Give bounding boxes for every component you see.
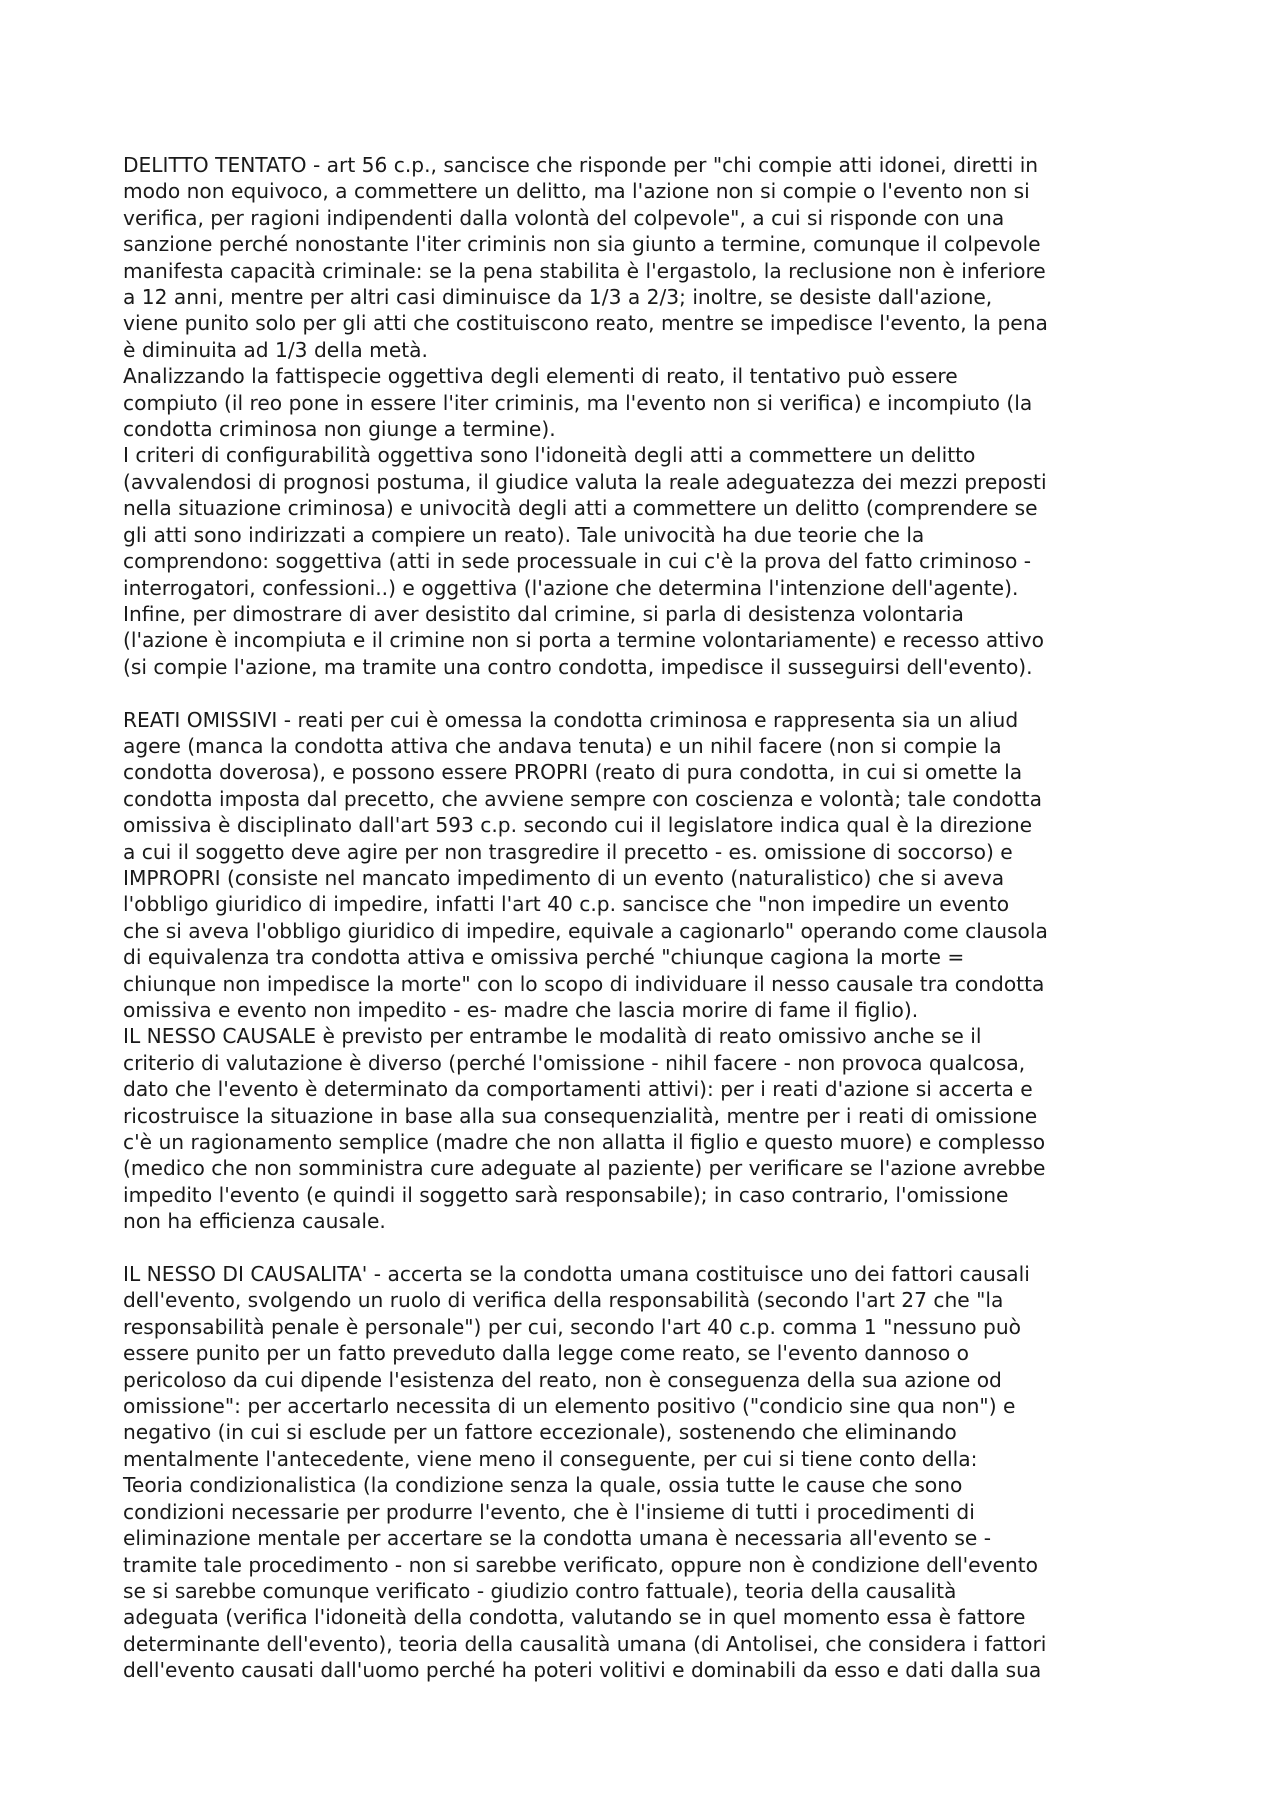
text-line: condotta criminosa non giunge a termine). (123, 417, 556, 442)
text-line: non ha efficienza causale. (123, 1209, 386, 1234)
text-line: a cui il soggetto deve agire per non trasgredire il precetto - es. omissione di soccorso) e (123, 839, 1013, 864)
text-line: pericoloso da cui dipende l'esistenza del reato, non è conseguenza della sua azione od (123, 1367, 1002, 1392)
document-body (123, 152, 1173, 1684)
text-line: nella situazione criminosa) e univocità degli atti a commettere un delitto (comprendere se (123, 496, 1038, 521)
text-line: agere (manca la condotta attiva che andava tenuta) e un nihil facere (non si compie la (123, 733, 1002, 758)
text-line: Analizzando la fattispecie oggettiva degli elementi di reato, il tentativo può essere (123, 364, 958, 389)
text-line: ricostruisce la situazione in base alla sua consequenzialità, mentre per i reati di omissione (123, 1103, 1038, 1128)
document-section (123, 707, 1173, 1235)
text-line: REATI OMISSIVI - reati per cui è omessa la condotta criminosa e rappresenta sia un aliud (123, 707, 1019, 732)
text-line: interrogatori, confessioni..) e oggettiva (l'azione che determina l'intenzione dell'agente). (123, 575, 1019, 600)
paragraph (123, 363, 1173, 442)
paragraph (123, 1261, 1173, 1684)
text-line: se si sarebbe comunque verificato - giudizio contro fattuale), teoria della causalità (123, 1578, 957, 1603)
text-line: DELITTO TENTATO - art 56 c.p., sancisce che risponde per "chi compie atti idonei, diretti in (123, 153, 1039, 177)
text-line: dato che l'evento è determinato da comportamenti attivi): per i reati d'azione si accerta e (123, 1077, 1033, 1102)
text-line: sanzione perché nonostante l'iter criminis non sia giunto a termine, comunque il colpevole (123, 232, 1041, 257)
paragraph (123, 442, 1173, 600)
text-line: criterio di valutazione è diverso (perché l'omissione - nihil facere - non provoca qualcosa, (123, 1050, 1026, 1075)
text-line: verifica, per ragioni indipendenti dalla volontà del colpevole", a cui si risponde con una (123, 205, 1005, 230)
text-line: gli atti sono indirizzati a compiere un reato). Tale univocità ha due teorie che la (123, 522, 925, 547)
text-line: di equivalenza tra condotta attiva e omissiva perché "chiunque cagiona la morte = (123, 945, 965, 970)
text-line: l'obbligo giuridico di impedire, infatti l'art 40 c.p. sancisce che "non impedire un evento (123, 892, 1010, 917)
text-line: responsabilità penale è personale") per cui, secondo l'art 40 c.p. comma 1 "nessuno può (123, 1314, 1022, 1339)
text-line: omissiva e evento non impedito - es- madre che lascia morire di fame il figlio). (123, 997, 919, 1022)
text-line: omissiva è disciplinato dall'art 593 c.p. secondo cui il legislatore indica qual è la direzione (123, 813, 1033, 838)
text-line: viene punito solo per gli atti che costituiscono reato, mentre se impedisce l'evento, la pena (123, 311, 1048, 336)
text-line: (medico che non somministra cure adeguate al paziente) per verificare se l'azione avrebbe (123, 1156, 1046, 1181)
text-line: Infine, per dimostrare di aver desistito dal crimine, si parla di desistenza volontaria (123, 601, 964, 626)
paragraph (123, 707, 1173, 1024)
paragraph (123, 152, 1173, 363)
document-section (123, 152, 1173, 680)
text-line: (si compie l'azione, ma tramite una contro condotta, impedisce il susseguirsi dell'evento). (123, 654, 1033, 679)
text-line: IMPROPRI (consiste nel mancato impedimento di un evento (naturalistico) che si aveva (123, 865, 1005, 890)
text-line: compiuto (il reo pone in essere l'iter criminis, ma l'evento non si verifica) e incompiuto (la (123, 390, 1033, 415)
text-line: a 12 anni, mentre per altri casi diminuisce da 1/3 a 2/3; inoltre, se desiste dall'azione, (123, 285, 993, 310)
text-line: omissione": per accertarlo necessita di un elemento positivo ("condicio sine qua non") e (123, 1394, 1016, 1419)
text-line: essere punito per un fatto preveduto dalla legge come reato, se l'evento dannoso o (123, 1341, 969, 1366)
text-line: IL NESSO CAUSALE è previsto per entrambe le modalità di reato omissivo anche se il (123, 1024, 982, 1049)
text-line: mentalmente l'antecedente, viene meno il conseguente, per cui si tiene conto della: (123, 1446, 978, 1471)
text-line: negativo (in cui si esclude per un fattore eccezionale), sostenendo che eliminando (123, 1420, 957, 1445)
text-line: determinante dell'evento), teoria della causalità umana (di Antolisei, che considera i fattori (123, 1631, 1047, 1656)
text-line: Teoria condizionalistica (la condizione senza la quale, ossia tutte le cause che sono (123, 1473, 963, 1498)
text-line: comprendono: soggettiva (atti in sede processuale in cui c'è la prova del fatto criminoso - (123, 549, 1032, 574)
text-line: IL NESSO DI CAUSALITA' - accerta se la condotta umana costituisce uno dei fattori causali (123, 1262, 1030, 1287)
text-line: eliminazione mentale per accertare se la condotta umana è necessaria all'evento se - (123, 1526, 992, 1551)
paragraph (123, 1023, 1173, 1234)
text-line: condotta imposta dal precetto, che avviene sempre con coscienza e volontà; tale condotta (123, 786, 1042, 811)
text-line: è diminuita ad 1/3 della metà. (123, 337, 428, 362)
text-line: (l'azione è incompiuta e il crimine non si porta a termine volontariamente) e recesso attivo (123, 628, 1044, 653)
text-line: tramite tale procedimento - non si sarebbe verificato, oppure non è condizione dell'evento (123, 1552, 1039, 1577)
text-line: adeguata (verifica l'idoneità della condotta, valutando se in quel momento essa è fattore (123, 1605, 1026, 1630)
document-section (123, 1261, 1173, 1684)
text-line: c'è un ragionamento semplice (madre che non allatta il figlio e questo muore) e complesso (123, 1130, 1046, 1155)
text-line: che si aveva l'obbligo giuridico di impedire, equivale a cagionarlo" operando come clausola (123, 918, 1048, 943)
paragraph (123, 601, 1173, 680)
text-line: dell'evento causati dall'uomo perché ha poteri volitivi e dominabili da esso e dati dalla sua (123, 1658, 1042, 1683)
text-line: manifesta capacità criminale: se la pena stabilita è l'ergastolo, la reclusione non è inferiore (123, 258, 1046, 283)
text-line: dell'evento, svolgendo un ruolo di verifica della responsabilità (secondo l'art 27 che "la (123, 1288, 1004, 1313)
text-line: (avvalendosi di prognosi postuma, il giudice valuta la reale adeguatezza dei mezzi preposti (123, 469, 1047, 494)
text-line: chiunque non impedisce la morte" con lo scopo di individuare il nesso causale tra condotta (123, 971, 1045, 996)
text-line: impedito l'evento (e quindi il soggetto sarà responsabile); in caso contrario, l'omissione (123, 1182, 1009, 1207)
text-line: modo non equivoco, a commettere un delitto, ma l'azione non si compie o l'evento non si (123, 179, 1030, 204)
text-line: I criteri di configurabilità oggettiva sono l'idoneità degli atti a commettere un delitto (123, 443, 976, 468)
text-line: condotta doverosa), e possono essere PROPRI (reato di pura condotta, in cui si omette la (123, 760, 1023, 785)
text-line: condizioni necessarie per produrre l'evento, che è l'insieme di tutti i procedimenti di (123, 1499, 975, 1524)
